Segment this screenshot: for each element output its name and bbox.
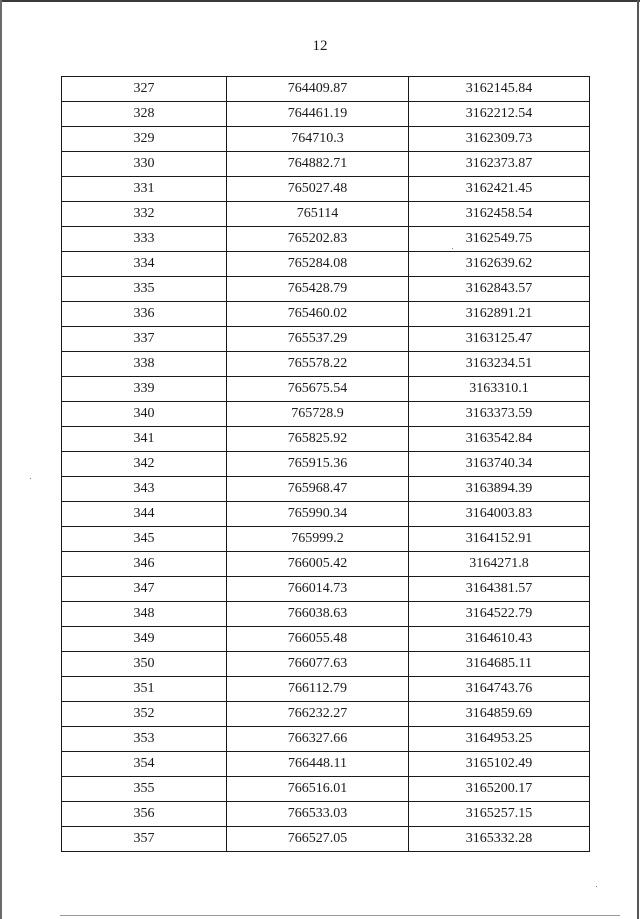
y-coordinate-cell: 3163740.34 (409, 452, 590, 477)
point-id-cell: 332 (62, 202, 227, 227)
x-coordinate-cell: 765999.2 (227, 527, 409, 552)
table-row (62, 802, 590, 827)
point-id-cell: 337 (62, 327, 227, 352)
coordinate-table-body (62, 77, 590, 852)
point-id-cell: 336 (62, 302, 227, 327)
table-row (62, 452, 590, 477)
table-row (62, 552, 590, 577)
table-row (62, 602, 590, 627)
table-row (62, 152, 590, 177)
x-coordinate-cell: 765202.83 (227, 227, 409, 252)
y-coordinate-cell: 3162145.84 (409, 77, 590, 102)
x-coordinate-cell: 765825.92 (227, 427, 409, 452)
y-coordinate-cell: 3162458.54 (409, 202, 590, 227)
table-row (62, 352, 590, 377)
y-coordinate-cell: 3165102.49 (409, 752, 590, 777)
table-row (62, 277, 590, 302)
y-coordinate-cell: 3163234.51 (409, 352, 590, 377)
x-coordinate-cell: 765537.29 (227, 327, 409, 352)
x-coordinate-cell: 766327.66 (227, 727, 409, 752)
table-row (62, 777, 590, 802)
x-coordinate-cell: 766005.42 (227, 552, 409, 577)
table-row (62, 252, 590, 277)
x-coordinate-cell: 766516.01 (227, 777, 409, 802)
table-row (62, 202, 590, 227)
point-id-cell: 351 (62, 677, 227, 702)
table-row (62, 102, 590, 127)
x-coordinate-cell: 764710.3 (227, 127, 409, 152)
point-id-cell: 352 (62, 702, 227, 727)
y-coordinate-cell: 3163310.1 (409, 377, 590, 402)
x-coordinate-cell: 766014.73 (227, 577, 409, 602)
table-row (62, 327, 590, 352)
page-edge-left (0, 0, 2, 919)
point-id-cell: 327 (62, 77, 227, 102)
y-coordinate-cell: 3162212.54 (409, 102, 590, 127)
y-coordinate-cell: 3163894.39 (409, 477, 590, 502)
table-row (62, 377, 590, 402)
y-coordinate-cell: 3164685.11 (409, 652, 590, 677)
scan-speck (30, 478, 31, 479)
y-coordinate-cell: 3164610.43 (409, 627, 590, 652)
point-id-cell: 345 (62, 527, 227, 552)
point-id-cell: 339 (62, 377, 227, 402)
point-id-cell: 353 (62, 727, 227, 752)
point-id-cell: 335 (62, 277, 227, 302)
point-id-cell: 329 (62, 127, 227, 152)
x-coordinate-cell: 766533.03 (227, 802, 409, 827)
table-row (62, 177, 590, 202)
y-coordinate-cell: 3162639.62 (409, 252, 590, 277)
y-coordinate-cell: 3162309.73 (409, 127, 590, 152)
y-coordinate-cell: 3164152.91 (409, 527, 590, 552)
table-row (62, 127, 590, 152)
y-coordinate-cell: 3162843.57 (409, 277, 590, 302)
point-id-cell: 348 (62, 602, 227, 627)
point-id-cell: 350 (62, 652, 227, 677)
y-coordinate-cell: 3163125.47 (409, 327, 590, 352)
coordinate-table (61, 76, 590, 852)
x-coordinate-cell: 765114 (227, 202, 409, 227)
y-coordinate-cell: 3165332.28 (409, 827, 590, 852)
x-coordinate-cell: 764409.87 (227, 77, 409, 102)
x-coordinate-cell: 766527.05 (227, 827, 409, 852)
x-coordinate-cell: 766112.79 (227, 677, 409, 702)
y-coordinate-cell: 3164953.25 (409, 727, 590, 752)
x-coordinate-cell: 765915.36 (227, 452, 409, 477)
scan-speck (596, 886, 597, 887)
point-id-cell: 356 (62, 802, 227, 827)
x-coordinate-cell: 765284.08 (227, 252, 409, 277)
table-row (62, 827, 590, 852)
page-edge-right (637, 0, 639, 919)
x-coordinate-cell: 764882.71 (227, 152, 409, 177)
table-row (62, 477, 590, 502)
point-id-cell: 354 (62, 752, 227, 777)
point-id-cell: 346 (62, 552, 227, 577)
point-id-cell: 333 (62, 227, 227, 252)
table-row (62, 677, 590, 702)
x-coordinate-cell: 766232.27 (227, 702, 409, 727)
x-coordinate-cell: 764461.19 (227, 102, 409, 127)
y-coordinate-cell: 3163542.84 (409, 427, 590, 452)
point-id-cell: 328 (62, 102, 227, 127)
y-coordinate-cell: 3163373.59 (409, 402, 590, 427)
x-coordinate-cell: 766038.63 (227, 602, 409, 627)
table-row (62, 702, 590, 727)
point-id-cell: 342 (62, 452, 227, 477)
x-coordinate-cell: 765675.54 (227, 377, 409, 402)
x-coordinate-cell: 766448.11 (227, 752, 409, 777)
x-coordinate-cell: 765728.9 (227, 402, 409, 427)
x-coordinate-cell: 765428.79 (227, 277, 409, 302)
x-coordinate-cell: 765027.48 (227, 177, 409, 202)
point-id-cell: 343 (62, 477, 227, 502)
point-id-cell: 340 (62, 402, 227, 427)
y-coordinate-cell: 3164743.76 (409, 677, 590, 702)
point-id-cell: 331 (62, 177, 227, 202)
x-coordinate-cell: 766077.63 (227, 652, 409, 677)
y-coordinate-cell: 3164859.69 (409, 702, 590, 727)
y-coordinate-cell: 3162421.45 (409, 177, 590, 202)
table-row (62, 727, 590, 752)
table-row (62, 227, 590, 252)
x-coordinate-cell: 765578.22 (227, 352, 409, 377)
point-id-cell: 347 (62, 577, 227, 602)
point-id-cell: 338 (62, 352, 227, 377)
y-coordinate-cell: 3164381.57 (409, 577, 590, 602)
x-coordinate-cell: 765990.34 (227, 502, 409, 527)
x-coordinate-cell: 765968.47 (227, 477, 409, 502)
table-row (62, 627, 590, 652)
x-coordinate-cell: 765460.02 (227, 302, 409, 327)
table-row (62, 502, 590, 527)
point-id-cell: 334 (62, 252, 227, 277)
y-coordinate-cell: 3162549.75 (409, 227, 590, 252)
y-coordinate-cell: 3164003.83 (409, 502, 590, 527)
table-row (62, 77, 590, 102)
point-id-cell: 355 (62, 777, 227, 802)
table-row (62, 577, 590, 602)
y-coordinate-cell: 3162373.87 (409, 152, 590, 177)
table-row (62, 402, 590, 427)
table-row (62, 427, 590, 452)
point-id-cell: 349 (62, 627, 227, 652)
table-row (62, 752, 590, 777)
page-edge-bottom (60, 915, 620, 916)
table-row (62, 302, 590, 327)
point-id-cell: 344 (62, 502, 227, 527)
page-number: 12 (312, 38, 328, 54)
table-row (62, 527, 590, 552)
point-id-cell: 357 (62, 827, 227, 852)
point-id-cell: 330 (62, 152, 227, 177)
point-id-cell: 341 (62, 427, 227, 452)
y-coordinate-cell: 3164522.79 (409, 602, 590, 627)
page-edge-top (0, 0, 640, 2)
y-coordinate-cell: 3165200.17 (409, 777, 590, 802)
x-coordinate-cell: 766055.48 (227, 627, 409, 652)
y-coordinate-cell: 3162891.21 (409, 302, 590, 327)
y-coordinate-cell: 3164271.8 (409, 552, 590, 577)
y-coordinate-cell: 3165257.15 (409, 802, 590, 827)
scan-speck (452, 248, 453, 249)
table-row (62, 652, 590, 677)
